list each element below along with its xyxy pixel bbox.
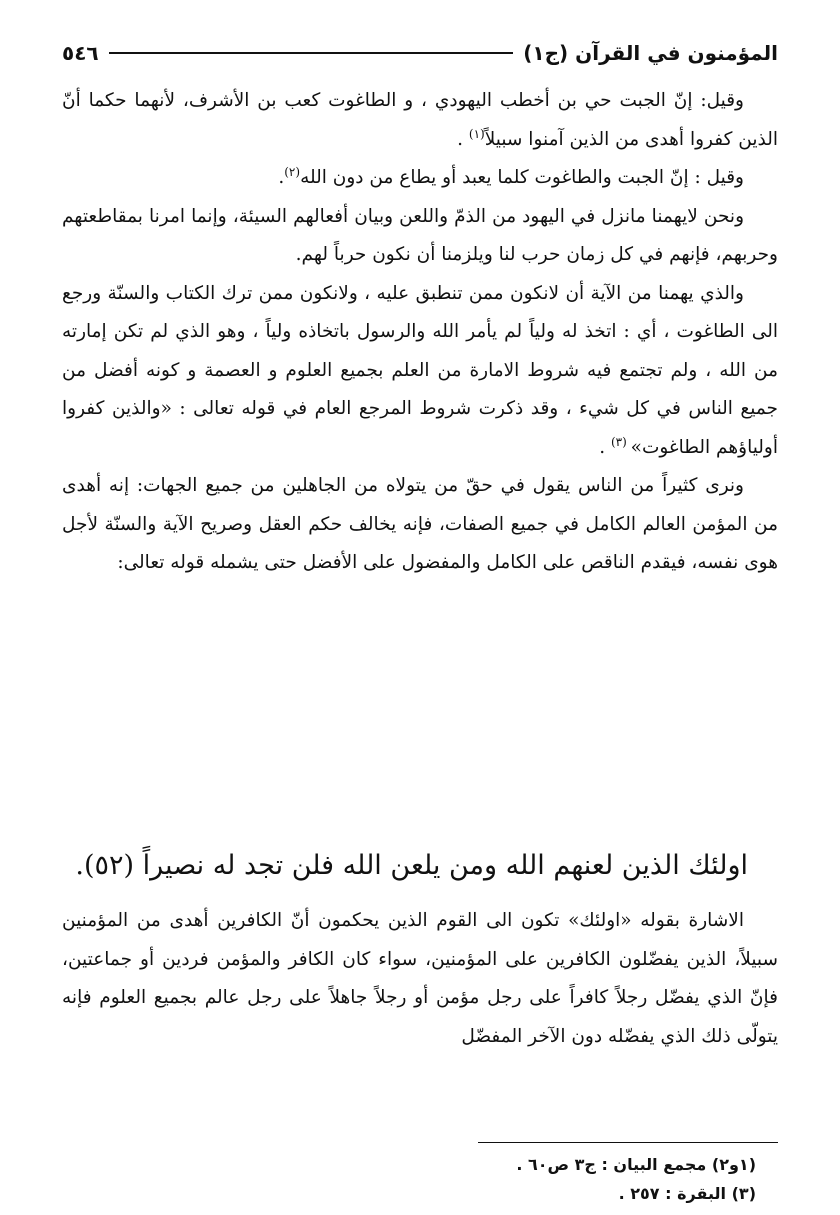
paragraph-3: ونحن لايهمنا مانزل في اليهود من الذمّ واللعن وبيان أفعالهم السيئة، وإنما امرنا بمقاطعتهم وحربهم، فإنهم في كل زمان حرب لنا ويلزمنا أن نكون حرباً لهم. xyxy=(62,205,778,265)
paragraph-5: ونرى كثيراً من الناس يقول في حقّ من يتولاه من الجاهلين من جميع الجهات: إنه أهدى من المؤمن العالم الكامل في جميع الصفات، فإنه يخالف حكم العقل وصريح الآية والسنّة لأجل هوى نفسه، فيقدم الناقص على الكامل والمفضول على الأفضل حتى يشمله قوله تعالى: xyxy=(62,475,778,573)
footnote-ref-1: (١) xyxy=(468,126,485,141)
footnote-divider xyxy=(478,1142,778,1143)
footnote-2: (٣) البقرة : ٢٥٧ . xyxy=(618,1184,756,1203)
page-number: ٥٤٦ xyxy=(62,41,99,65)
paragraph-4-end: . xyxy=(599,436,611,458)
page-header xyxy=(62,36,778,70)
paragraph-6: الاشارة بقوله «اولئك» تكون الى القوم الذين يحكمون أنّ الكافرين أهدى من المؤمنين سبيلاً، الذين يفضّلون الكافرين على المؤمنين، سواء كان الكافر والمؤمن فردين أو جماعتين، فإنّ الذي يفضّل رجلاً كافراً على رجل مؤمن أو رجلاً جاهلاً على رجل عالم بجميع العلوم فإنه يتولّى ذلك الذي يفضّله دون الآخر المفضّل xyxy=(62,910,778,1047)
paragraph-2-end: . xyxy=(278,167,285,188)
running-title: المؤمنون في القرآن (ج١) xyxy=(523,41,778,65)
paragraph-4 xyxy=(62,275,778,468)
paragraph-1-end: . xyxy=(457,128,469,150)
paragraph-2-text: وقيل : إنّ الجبت والطاغوت كلما يعبد أو يطاع من دون الله xyxy=(300,167,744,188)
paragraph-4-text: والذي يهمنا من الآية أن لانكون ممن تنطبق عليه ، ولانكون ممن ترك الكتاب والسنّة ورجع الى الطاغوت ، أي : اتخذ له ولياً لم يأمر الله والرسول باتخاذه ولياً ، وهو الذي لم تكن إمارته من الله ، ولم تجتمع فيه شروط الامارة من العلم بجميع العلوم و العصمة و كونه أفضل من جميع الناس في كل شيء ، وقد ذكرت شروط المرجع العام في قوله تعالى : «والذين كفروا أولياؤهم الطاغوت» xyxy=(62,282,778,458)
paragraph-2 xyxy=(62,159,778,198)
commentary-text xyxy=(62,902,778,1056)
header-rule xyxy=(109,52,514,54)
paragraph-1-text: وقيل: إنّ الجبت حي بن أخطب اليهودي ، و الطاغوت كعب بن الأشرف، لأنهما حكما أنّ الذين كفروا أهدى من الذين آمنوا سبيلاً xyxy=(62,90,778,150)
footnote-1: (١و٢) مجمع البيان : ج٣ ص٦٠ . xyxy=(516,1155,756,1174)
footnote-ref-3: (٣) xyxy=(610,434,631,449)
main-text xyxy=(62,82,778,583)
paragraph-1 xyxy=(62,82,778,159)
footnote-ref-2: (٢) xyxy=(284,164,301,179)
quran-verse: اولئك الذين لعنهم الله ومن يلعن الله فلن تجد له نصيراً (٥٢). xyxy=(75,850,748,881)
footnotes xyxy=(62,1150,778,1208)
